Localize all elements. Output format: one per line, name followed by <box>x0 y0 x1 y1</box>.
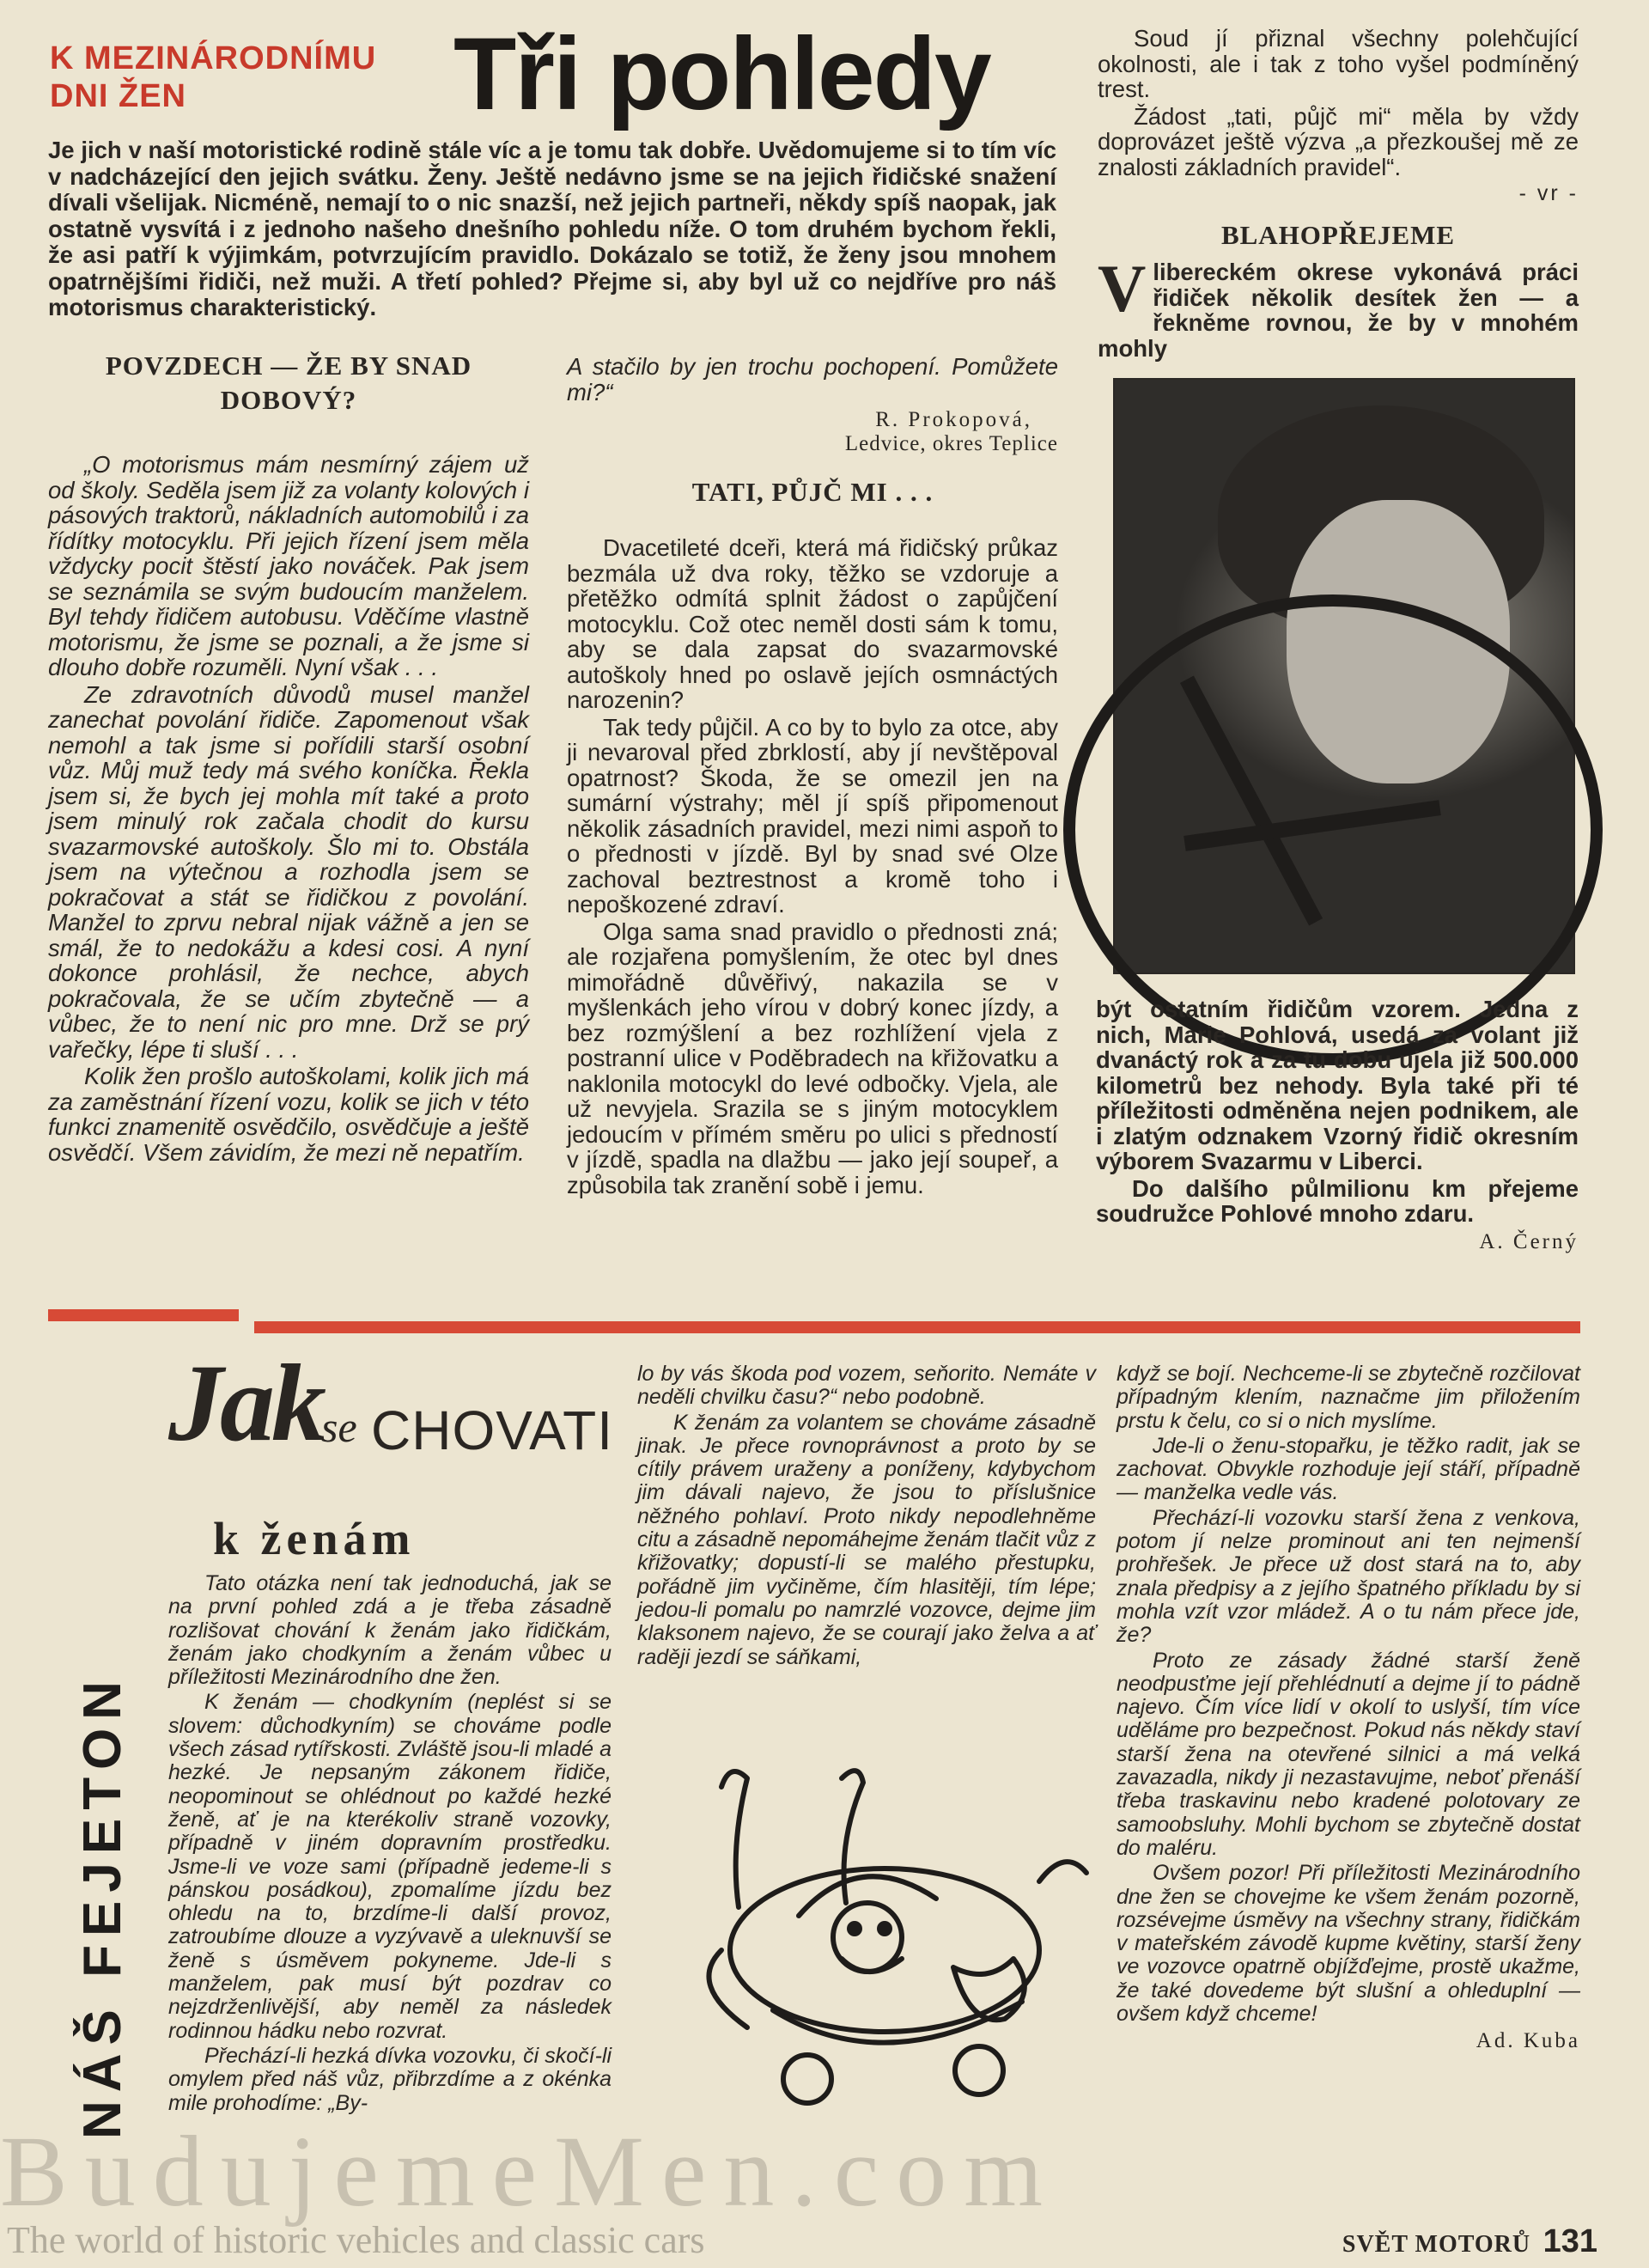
article-povzdech <box>48 349 529 1167</box>
article1-signature-name: R. Prokopová, <box>875 408 1032 431</box>
feature-title-se: se <box>321 1403 357 1451</box>
article3-signature: A. Černý <box>1479 1229 1579 1253</box>
article3-paragraph: libereckém okrese vykonává práci řidiček několik desítek žen — a řekněme rovnou, že by v mnohém mohly <box>1098 259 1579 362</box>
feature-paragraph: Tato otázka není tak jednoduchá, jak se na první pohled zdá a je třeba zásadně rozlišovat chování k ženám jako řidičkám, ženám jako chodkyním a ženám vůbec u příležitosti Mezinárodního dne žen. <box>168 1571 612 1690</box>
article1-paragraph: Ze zdravotních důvodů musel manžel zanechat povolání řidiče. Zapomenout však nemohl a tak jsme si pořídili starší osobní vůz. Můj muž tedy má svého koníčka. Řekla jsem si, že bych jej mohla mít také a proto jsem minulý rok začala chodit do kursu svazarmovské autoškoly. Šlo mi to. Obstála jsem na výtečnou a rozhodla jsem se pokračovat a stát se řidičkou z povolání. Manžel to zprvu nebral nijak vážně a jen se smál, že to nedokážu a kdesi cosi. A nyní dokonce prohlásil, že nechce, abych pokračovala, že se učím zbytečně — a vůbec, že to není nic pro mne. Drž se prý vařečky, lépe ti sluší . . . <box>48 680 529 1063</box>
article2-heading: TATI, PŮJČ MI . . . <box>691 477 934 507</box>
article2-paragraph: Žádost „tati, půjč mi“ měla by vždy doprovázet ještě výzva „a přezkoušej mě ze znalosti základních pravidel“. <box>1098 102 1579 180</box>
feature-title-jak: Jak <box>168 1342 323 1464</box>
feature-column-3 <box>1117 1363 1580 2053</box>
cartoon-driver-icon <box>670 1753 1099 2122</box>
feature-column-1 <box>168 1572 612 2117</box>
watermark-site: BudujemeMen.com <box>0 2115 1060 2228</box>
article3-bottom <box>1096 997 1579 1254</box>
lead-paragraph: Je jich v naší motoristické rodině stále víc a je tomu tak dobře. Uvědomujeme si to tím víc v nadcházející den jejich svátku. Ženy. Ještě nedávno jsme se na jejich řidičské snažení dívali všelijak. Nicméně, nemají to o nic snazší, než jejich partneři, někdy spíš naopak, jak ostatně vysvítá i z jednoho našeho dnešního pohledu níže. O tom druhém bychom řekli, že asi patří k výjimkám, potvrzujícím pravidlo. Dokázalo se totiž, že ženy jsou mnohem opatrnějšími řidiči, než muži. A třetí pohled? Přejme si, aby byl už co nejdříve pro náš motorismus charakteristický. <box>48 137 1056 320</box>
photo-woman-driver <box>1113 378 1575 974</box>
article2-signature: - vr - <box>1518 181 1579 205</box>
feature-signature: Ad. Kuba <box>1476 2029 1580 2053</box>
article3-intro <box>1098 251 1579 362</box>
article2-paragraph: Soud jí přiznal všechny polehčující okolnosti, ale i tak z toho vyšel podmíněný trest. <box>1098 25 1579 102</box>
article1-paragraph: A stačilo by jen trochu pochopení. Pomůžete mi?“ <box>567 353 1058 405</box>
feature-paragraph: Proto ze zásady žádné starší ženě neodpusťme její přehlédnutí a dejme jí to pádně najevo. Čím více lidí v okolí to uslyší, tím více uděláme pro bezpečnost. Pokud nás někdy staví starší žena na otevřené silnici a má velká zavazadla, nikdy ji nezastavujme, neboť přenáší třeba traskavinu nebo kradené polotovary ze samoobsluhy. Mohli bychom se zbytečně dostat do maléru. <box>1117 1648 1580 1860</box>
feature-title-chovati: CHOVATI <box>371 1399 613 1461</box>
side-label-nas-fejeton: NÁŠ FEJETON <box>73 1673 132 2139</box>
article1-paragraph: „O motorismus mám nesmírný zájem už od školy. Seděla jsem již za volanty kolových i pásových traktorů, nákladních automobilů i za řídítky motocyklu. Při jejich řízení jsem měla vždycky pocit štěstí jako nováček. Pak jsem se seznámila se svým budoucím manželem. Byl tehdy řidičem autobusu. Vděčíme vlastně motorismu, že jsme se poznali, a že jsme si dlouho dobře rozuměli. Nyní však . . . <box>48 451 529 680</box>
feature-paragraph: K ženám za volantem se chováme zásadně jinak. Je přece rovnoprávnost a proto by se cítily právem uraženy a poníženy, kdybychom jim dávali najevo, že jsou to příslušnice něžného pohlaví. Proto nikdy nepodlehněme citu a zásadně nepomáhejme ženám tlačit vůz z křižovatky; dopustí-li se malého přestupku, pořádně jim vyčiněme, čím hlasitěji, tím lépe; jedou-li pomalu po namrzlé vozovce, dejme jim klaksonem najevo, že se courají jako želva a ať raději jezdí se sáňkami, <box>637 1410 1096 1669</box>
kicker-line1: K MEZINÁRODNÍMU <box>50 40 377 76</box>
article1-heading: POVZDECH — ŽE BY SNAD DOBOVÝ? <box>105 351 472 415</box>
red-divider-right <box>254 1321 1580 1333</box>
feature-paragraph: Ovšem pozor! Při příležitosti Mezinárodního dne žen se chovejme ke všem ženám pozorně, rozsévejme úsměvy na všechny strany, řidičkám v mateřském závodě kupme květiny, starší ženy ve vozovce opatrně objížďejme, prostě ukažme, že také dovedeme být slušní a ohleduplní — ovšem když chceme! <box>1117 1861 1580 2027</box>
page-title: Tři pohledy <box>453 16 990 131</box>
feature-paragraph: když se bojí. Nechceme-li se zbytečně rozčilovat případným klením, naznačme jim přiložením prstu k čelu, co si o nich myslíme. <box>1117 1362 1580 1433</box>
feature-title <box>168 1340 632 1486</box>
feature-subtitle: k ženám <box>213 1513 416 1564</box>
feature-paragraph: Přechází-li vozovku starší žena z venkova, potom jí nelze prominout ani ten nejmenší prohřešek. Je přece už dost stará na to, aby znala předpisy a z jejího špatného příkladu by si mohla vzít vzor mládež. A o tu nám přece jde, že? <box>1117 1505 1580 1648</box>
article2-paragraph: Olga sama snad pravidlo o přednosti zná; ale rozjařena pomyšlením, že otec byl dnes mimořádně důvěřivý, nakazila se v myšlenkách jeho vírou v dobrý konec jízdy, a bez rozmýšlení a bez rozhlížení vjela z postranní ulice v Poděbradech na křižovatku a naklonila motocykl do levé odbočky. Vjela, ale už nevyjela. Srazila se s jiným motocyklem jedoucím v přímém směru po ulici s předností v jízdě, spadla na dlažbu — jako její soupeř, a způsobila tak zranění sobě i jemu. <box>567 918 1058 1198</box>
right-column-top <box>1098 26 1579 363</box>
footer-page-number: 131 <box>1543 2223 1597 2259</box>
footer-magazine: SVĚT MOTORŮ <box>1342 2231 1531 2258</box>
feature-column-2 <box>637 1363 1096 1671</box>
article3-paragraph: Do dalšího půlmilionu km přejeme soudružce Pohlové mnoho zdaru. <box>1096 1174 1579 1227</box>
cartoon-illustration <box>670 1753 1099 2122</box>
article3-heading: BLAHOPŘEJEME <box>1220 220 1456 250</box>
dropcap: V <box>1098 251 1147 326</box>
article3-paragraph: být ostatním řidičům vzorem. Jedna z nich, Marie Pohlová, usedá za volant již dvanáctý rok a za tu dobu ujela již 500.000 kilometrů bez nehody. Byla také při té příležitosti odměněna nejen podnikem, ale i zlatým odznakem Vzorný řidič okresním výborem Svazarmu v Liberci. <box>1096 996 1579 1174</box>
article1-signature-place: Ledvice, okres Teplice <box>844 432 1058 455</box>
red-divider-left <box>48 1309 239 1321</box>
watermark-tagline: The world of historic vehicles and classic cars <box>7 2219 705 2261</box>
article2-paragraph: Tak tedy půjčil. A co by to bylo za otce, aby ji nevaroval před zbrklostí, aby jí nevštěpoval opatrnost? Škoda, že se omezil jen na sumární výstrahy; měl jí spíš připomenout několik zásadních pravidel, mezi nimi aspoň to o přednosti v jízdě. Byl by snad své Olze zachoval beztrestnost a kromě toho i nepoškozené zdraví. <box>567 713 1058 918</box>
kicker <box>50 40 376 115</box>
feature-paragraph: Jde-li o ženu-stopařku, je těžko radit, jak se zachovat. Obvykle rozhoduje její stáří, případně — manželka vedle vás. <box>1117 1433 1580 1505</box>
article2-paragraph: Dvacetileté dceři, která má řidičský průkaz bezmála už dva roky, těžko se vzdoruje a přetěžko odmítá splnit žádost o zapůjčení motocyklu. Což otec neměl dosti sám k tomu, aby se dala zapsat do svazarmovské autoškoly hned po oslavě jejích osmnáctých narozenin? <box>567 534 1058 713</box>
article-tati <box>567 354 1058 1199</box>
kicker-line2: DNI ŽEN <box>50 78 186 114</box>
article1-paragraph: Kolik žen prošlo autoškolami, kolik jich má za zaměstnání řízení vozu, kolik se jich v této funkci znamenitě osvědčilo, osvědčuje a ještě osvědčí. Všem závidím, že mezi ně nepatřím. <box>48 1063 529 1166</box>
feature-paragraph: lo by vás škoda pod vozem, seňorito. Nemáte v neděli chvilku času?“ nebo podobně. <box>637 1362 1096 1410</box>
feature-paragraph: Přechází-li hezká dívka vozovku, či skočí-li omylem před náš vůz, přibrzdíme a z okénka mile prohodíme: „By- <box>168 2043 612 2115</box>
footer <box>1340 2223 1597 2260</box>
feature-paragraph: K ženám — chodkyním (neplést si se slovem: důchodkyním) se chováme podle všech zásad rytířskosti. Zvláště jsou-li mladé a hezké. Je nepsaným zákonem řidiče, neopominout se ohlédnout po každé hezké ženě, ať je na kterékoliv straně vozovky, případně v jiném dopravním prostředku. Jsme-li ve voze sami (případně jedeme-li s pánskou posádkou), zpomalíme jízdu bez ohledu na to, brzdíme-li další provoz, zatroubíme dlouze a vyzývavě a uleknuvší se ženě s úsměvem pokyneme. Jde-li s manželem, pak musí být pozdrav co nejzdrženlivější, aby neměl za následek rodinnou hádku nebo rozvrat. <box>168 1690 612 2043</box>
